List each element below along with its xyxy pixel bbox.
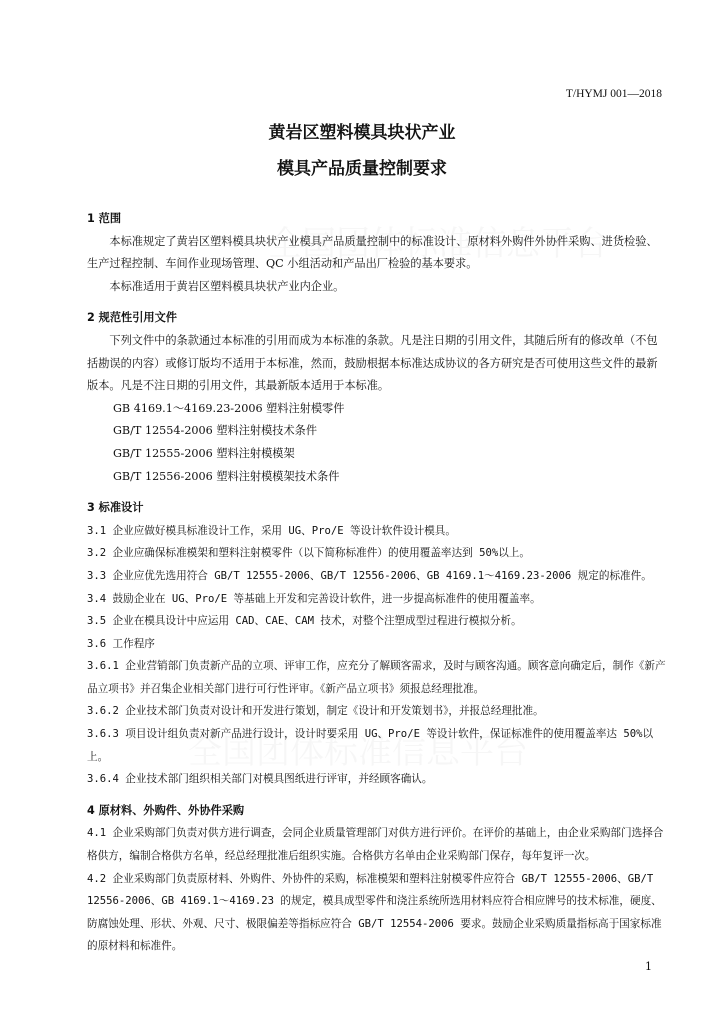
section-1-heading: 1 范围 bbox=[87, 212, 122, 225]
page-number: 1 bbox=[645, 960, 652, 973]
title-line-1: 黄岩区塑料模具块状产业 bbox=[268, 123, 456, 143]
clause-3-6-2: 3.6.2 企业技术部门负责对设计和开发进行策划，制定《设计和开发策划书》，并报总经理批准。 bbox=[87, 705, 544, 718]
reference-item: GB/T 12556-2006 塑料注射模模架技术条件 bbox=[113, 469, 340, 483]
reference-item: GB/T 12555-2006 塑料注射模模架 bbox=[113, 446, 295, 460]
section-1-paragraph-2: 本标准适用于黄岩区塑料模具块状产业内企业。 bbox=[109, 279, 345, 293]
clause-3-1: 3.1 企业应做好模具标准设计工作，采用 UG、Pro/E 等设计软件设计模具。 bbox=[87, 524, 456, 537]
document-id: T/HYMJ 001—2018 bbox=[565, 88, 662, 100]
title-line-2: 模具产品质量控制要求 bbox=[277, 159, 447, 179]
clause-3-6: 3.6 工作程序 bbox=[87, 637, 155, 650]
clause-3-6-4: 3.6.4 企业技术部门组织相关部门对模具图纸进行评审，并经顾客确认。 bbox=[87, 773, 433, 786]
section-2-heading: 2 规范性引用文件 bbox=[87, 311, 177, 325]
clause-4-2: 4.2 企业采购部门负责原材料、外购件、外协件的采购，标准模架和塑料注射模零件应符合 GB/T 12555-2006、GB/T 12556-2006、GB 4169.1～4169.23 的规定，模具成型零件和浇注系统所选用材料应符合相应牌号的技术标准，硬度、防腐蚀处理、形状、外观、尺寸、极限偏差等指标应符合 GB/T 12554-2006 要求。鼓励企业采购质量指标高于国家标准的原材料和标准件。 bbox=[87, 872, 662, 953]
document-body bbox=[87, 208, 667, 958]
reference-item: GB 4169.1～4169.23-2006 塑料注射模零件 bbox=[113, 401, 345, 415]
clause-3-5: 3.5 企业在模具设计中应运用 CAD、CAE、CAM 技术，对整个注塑成型过程进行模拟分析。 bbox=[87, 615, 522, 628]
section-1-paragraph-1: 本标准规定了黄岩区塑料模具块状产业模具产品质量控制中的标准设计、原材料外购件外协件采购、进货检验、生产过程控制、车间作业现场管理、QC 小组活动和产品出厂检验的基本要求。 bbox=[87, 234, 658, 271]
clause-3-6-3: 3.6.3 项目设计组负责对新产品进行设计，设计时要采用 UG、Pro/E 等设计软件，保证标准件的使用覆盖率达 50%以上。 bbox=[87, 728, 654, 763]
section-3-heading: 3 标准设计 bbox=[87, 501, 144, 515]
clause-3-3: 3.3 企业应优先选用符合 GB/T 12555-2006、GB/T 12556-2006、GB 4169.1～4169.23-2006 规定的标准件。 bbox=[87, 569, 652, 582]
clause-3-6-1: 3.6.1 企业营销部门负责新产品的立项、评审工作，应充分了解顾客需求，及时与顾客沟通。顾客意向确定后，制作《新产品立项书》并召集企业相关部门进行可行性评审。《新产品立项书》须报总经理批准。 bbox=[87, 660, 666, 695]
clause-3-2: 3.2 企业应确保标准模架和塑料注射模零件（以下简称标准件）的使用覆盖率达到 50%以上。 bbox=[87, 547, 530, 560]
clause-4-1: 4.1 企业采购部门负责对供方进行调查，会同企业质量管理部门对供方进行评价。在评价的基础上，由企业采购部门选择合格供方，编制合格供方名单，经总经理批准后组织实施。合格供方名单由企业采购部门保存，每年复评一次。 bbox=[87, 827, 664, 863]
reference-item: GB/T 12554-2006 塑料注射模技术条件 bbox=[113, 424, 318, 438]
section-2-paragraph-1: 下列文件中的条款通过本标准的引用而成为本标准的条款。凡是注日期的引用文件，其随后所有的修改单（不包括勘误的内容）或修订版均不适用于本标准，然而，鼓励根据本标准达成协议的各方研究是否可使用这些文件的最新版本。凡是不注日期的引用文件，其最新版本适用于本标准。 bbox=[87, 333, 658, 393]
section-4-heading: 4 原材料、外购件、外协件采购 bbox=[87, 803, 245, 817]
clause-3-4: 3.4 鼓励企业在 UG、Pro/E 等基础上开发和完善设计软件，进一步提高标准件的使用覆盖率。 bbox=[87, 592, 541, 605]
